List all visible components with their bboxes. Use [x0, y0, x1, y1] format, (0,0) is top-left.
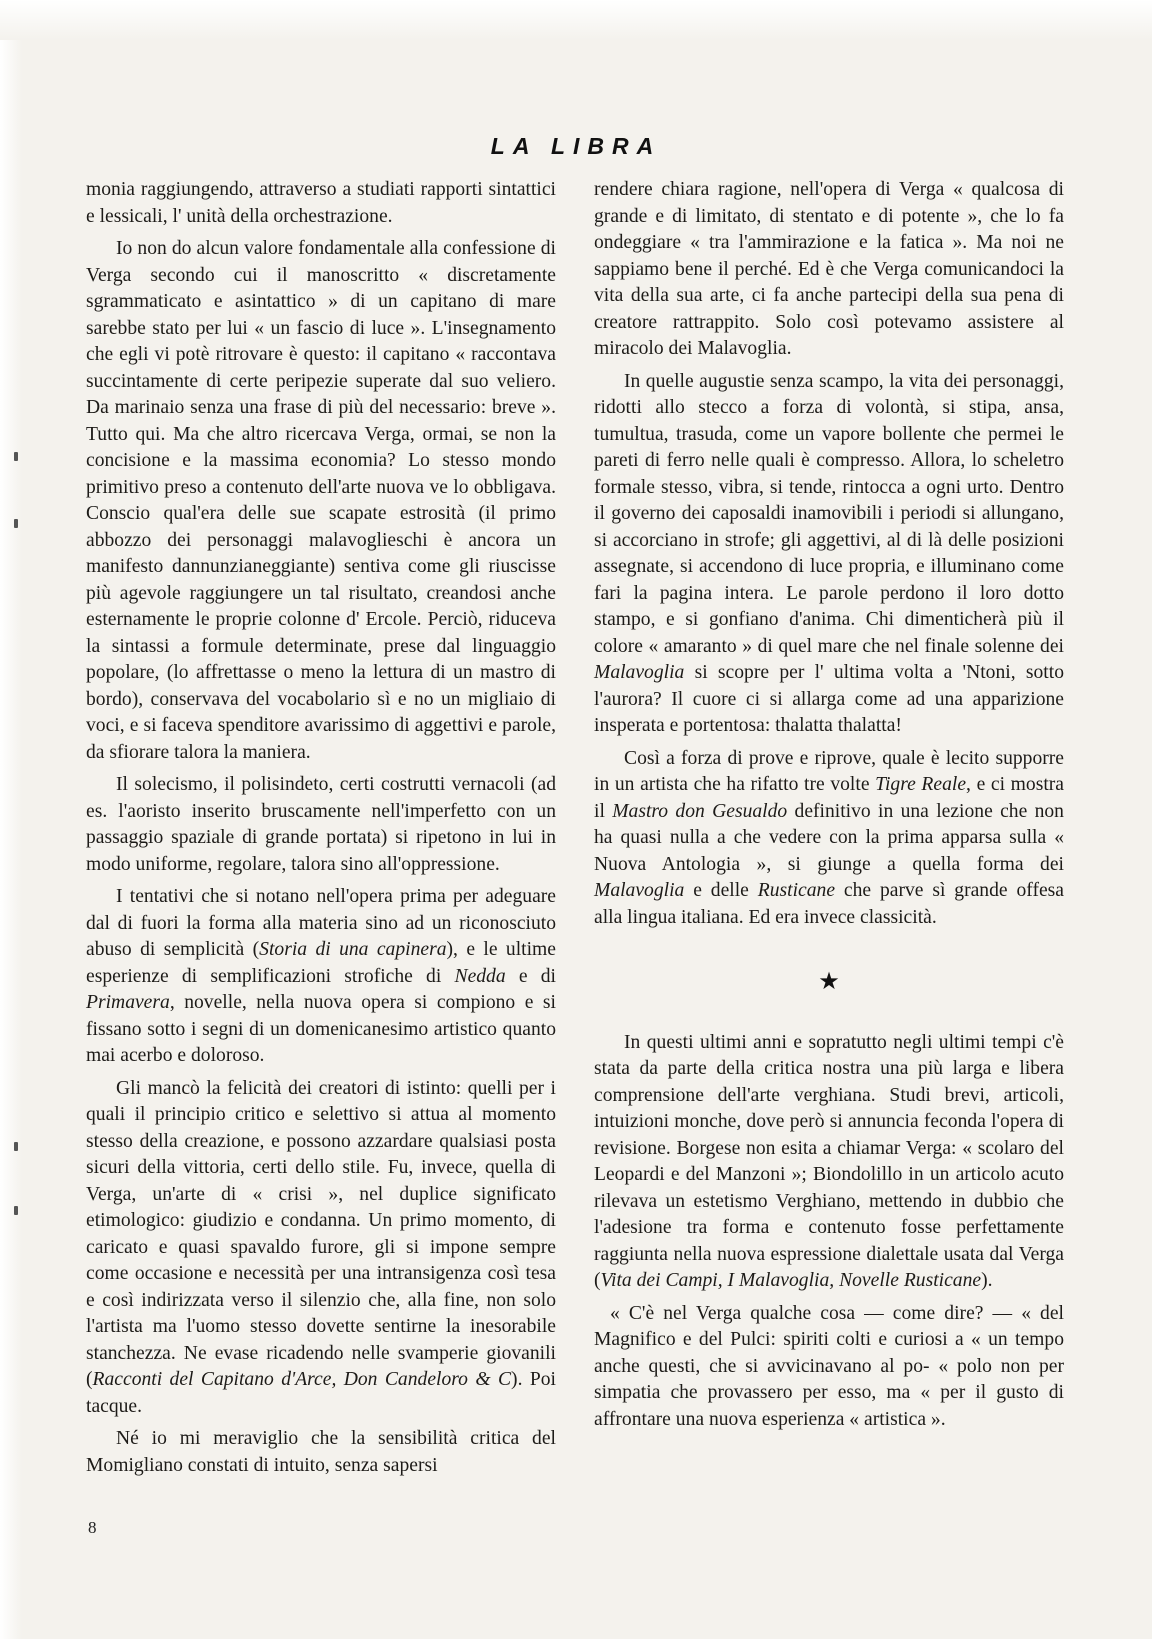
left-column: [86, 177, 556, 1485]
text-run: si scopre per l' ultima volta a 'Ntoni, sotto l'aurora? Il cuore ci si allarga come ad una apparizione insperata e portentosa: thalatta thalatta!: [594, 662, 1064, 736]
paper-edge-top: [0, 0, 1152, 40]
text-run: , e ci mostra il: [594, 774, 1064, 822]
binding-mark: [14, 452, 18, 461]
italic-title: Primavera: [86, 992, 170, 1013]
italic-title: Rusticane: [757, 880, 836, 901]
paragraph: Il solecismo, il polisindeto, certi costrutti vernacoli (ad es. l'aoristo inserito bruscamente nell'imperfetto con un passaggio spaziale di grande portata) si ripetono in lui in modo uniforme, regolare, talora sino all'oppressione.: [86, 774, 556, 875]
italic-title: Mastro don Gesualdo: [612, 800, 788, 822]
paragraph: [86, 1076, 556, 1421]
italic-title: Nedda: [454, 965, 506, 987]
text-run: In questi ultimi anni e sopratutto negli ultimi tempi c'è stata da parte della critica nostra una più larga e libera comprensione dell'arte verghiana. Studi brevi, articoli, intuizioni monche, dove però si annuncia feconda l'opera di revisione. Borgese non esita a chiamar Verga: « scolaro del Leopardi e del Manzoni »; Biondolillo in un articolo acuto rilevava un estetismo Verghiano, mettendo in dubbio che l'adesione tra forma e contenuto fosse perfettamente raggiunta nella nuova espressione dialettale usata dal Verga (: [594, 1031, 1064, 1291]
paragraph: [594, 746, 1064, 932]
text-run: ).: [981, 1270, 993, 1291]
star-separator-icon: ★: [818, 969, 840, 995]
text-run: , novelle, nella nuova opera si compiono e si fissano sotto i segni di un domenicanesimo artistico quanto mai acerbo e doloroso.: [86, 992, 556, 1066]
paragraph: [594, 1030, 1064, 1295]
italic-title: Malavoglia: [594, 662, 685, 683]
paragraph: monia raggiungendo, attraverso a studiati rapporti sintattici e lessicali, l' unità della orchestrazione.: [86, 179, 556, 227]
page-header-title: LA LIBRA: [490, 133, 662, 159]
block-quote: « C'è nel Verga qualche cosa — come dire? — « del Magnifico e del Pulci: spiriti colti e curiosi a « un tempo anche questi, che si avvicinavano al po- « polo non per simpatia che provassero per esso, ma « per il gusto di affrontare una nuova esperienza « artistica ».: [594, 1302, 1064, 1430]
text-run: Gli mancò la felicità dei creatori di istinto: quelli per i quali il principio critico e selettivo si attua al momento stesso della creazione, e possono azzardare qualsiasi posta sicuri della vittoria, certi dello stile. Fu, invece, quella di Verga, un'arte di « crisi », nel duplice significato etimologico: giudizio e condanna. Un primo momento, di caricato e quasi spavaldo furore, gli si impone sempre come occasione e necessità per una intransigenza così tesa e così indirizzata verso il silenzio che, alla fine, non solo l'artista ma l'uomo stesso dovette sentirne la inesorabile stanchezza. Ne evase ricadendo nelle svamperie giovanili (: [86, 1077, 556, 1390]
right-column: [594, 177, 1064, 1439]
text-run: Così a forza di prove e riprove, quale è lecito supporre in un artista che ha rifatto tre volte: [594, 747, 1064, 795]
text-run: ). Poi tacque.: [86, 1369, 556, 1417]
italic-title: Racconti del Capitano d'Arce, Don Candeloro & C: [92, 1369, 512, 1390]
text-run: ), e le ultime esperienze di semplificazioni strofiche di: [86, 939, 556, 987]
paper-edge: [0, 0, 22, 1639]
binding-mark: [14, 1206, 18, 1215]
paragraph: rendere chiara ragione, nell'opera di Verga « qualcosa di grande e di limitato, di stentato e di potente », che lo fa ondeggiare « tra l'ammirazione e la fatica ». Ma noi ne sappiamo bene il perché. Ed è che Verga comunicandoci la vita della sua arte, ci fa anche partecipi della sua pena di creatore rattrappito. Solo così potevamo assistere al miracolo dei Malavoglia.: [594, 179, 1064, 359]
binding-mark: [14, 519, 18, 528]
italic-title: Vita dei Campi, I Malavoglia, Novelle Rusticane: [600, 1270, 982, 1291]
text-run: che parve sì grande offesa alla lingua italiana. Ed era invece classicità.: [594, 880, 1064, 928]
text-run: e delle: [684, 880, 758, 901]
text-run: definitivo in una lezione che non ha quasi nulla a che vedere con la prima apparsa sulla « Nuova Antologia », si giunge a quella forma dei: [594, 800, 1064, 875]
text-run: I tentativi che si notano nell'opera prima per adeguare dal di fuori la forma alla materia sino ad un riconosciuto abuso di semplicità (: [86, 886, 556, 960]
paragraph: Né io mi meraviglio che la sensibilità critica del Momigliano constati di intuito, senza sapersi: [86, 1428, 556, 1476]
paragraph: [86, 884, 556, 1070]
paragraph: Io non do alcun valore fondamentale alla confessione di Verga secondo cui il manoscritto « discretamente sgrammaticato e asintattico » di un capitano di mare sarebbe stato per lui « un fascio di luce ». L'insegnamento che egli vi potè ritrovare è questo: il capitano « raccontava succintamente di certe peripezie superate dal suo veliero. Da marinaio senza una frase di più del necessario: breve ». Tutto qui. Ma che altro ricercava Verga, ormai, se non la concisione e la massima economia? Lo stesso mondo primitivo preso a contenuto dell'arte nuova ve lo obbligava. Conscio qual'era delle sue scapate estrosità (il primo abbozzo dei personaggi malavoglieschi è ancora un manifesto dannunzianeggiante) sentiva come gli riuscisse più agevole raggiungere un tal risultato, creandosi anche esternamente le proprie colonne d' Ercole. Perciò, riduceva la sintassi a formule determinate, prese dal linguaggio popolare, (lo affrettasse o meno la lettura di un mastro di bordo), conservava del vocabolario sì e no un migliaio di voci, e si faceva spenditore avarissimo di aggettivi e parole, da sfiorare talora la maniera.: [86, 238, 556, 763]
italic-title: Malavoglia: [594, 880, 685, 901]
italic-title: Tigre Reale: [875, 774, 967, 795]
text-run: In quelle augustie senza scampo, la vita dei personaggi, ridotti allo stecco a forza di volontà, si stipa, ansa, tumultua, trasuda, come un vapore bollente che permei le pareti di ferro nelle quali è compresso. Allora, lo scheletro formale stesso, vibra, si tende, rintocca a ogni urto. Dentro il governo dei caposaldi inamovibili i periodi si allungano, si accorciano in strofe; gli aggettivi, al di là delle posizioni assegnate, si accendono di luce propria, e illuminano come fari la pagina intera. Le parole perdono il loro dotto stampo, e si gonfiano d'anima. Chi dimenticherà più il colore « amaranto » di quel mare che nel finale solenne dei: [594, 370, 1064, 657]
italic-title: Storia di una capinera: [259, 939, 447, 960]
binding-mark: [14, 1142, 18, 1151]
paragraph: [594, 369, 1064, 740]
text-run: e di: [505, 965, 556, 987]
page-number: 8: [88, 1518, 97, 1537]
